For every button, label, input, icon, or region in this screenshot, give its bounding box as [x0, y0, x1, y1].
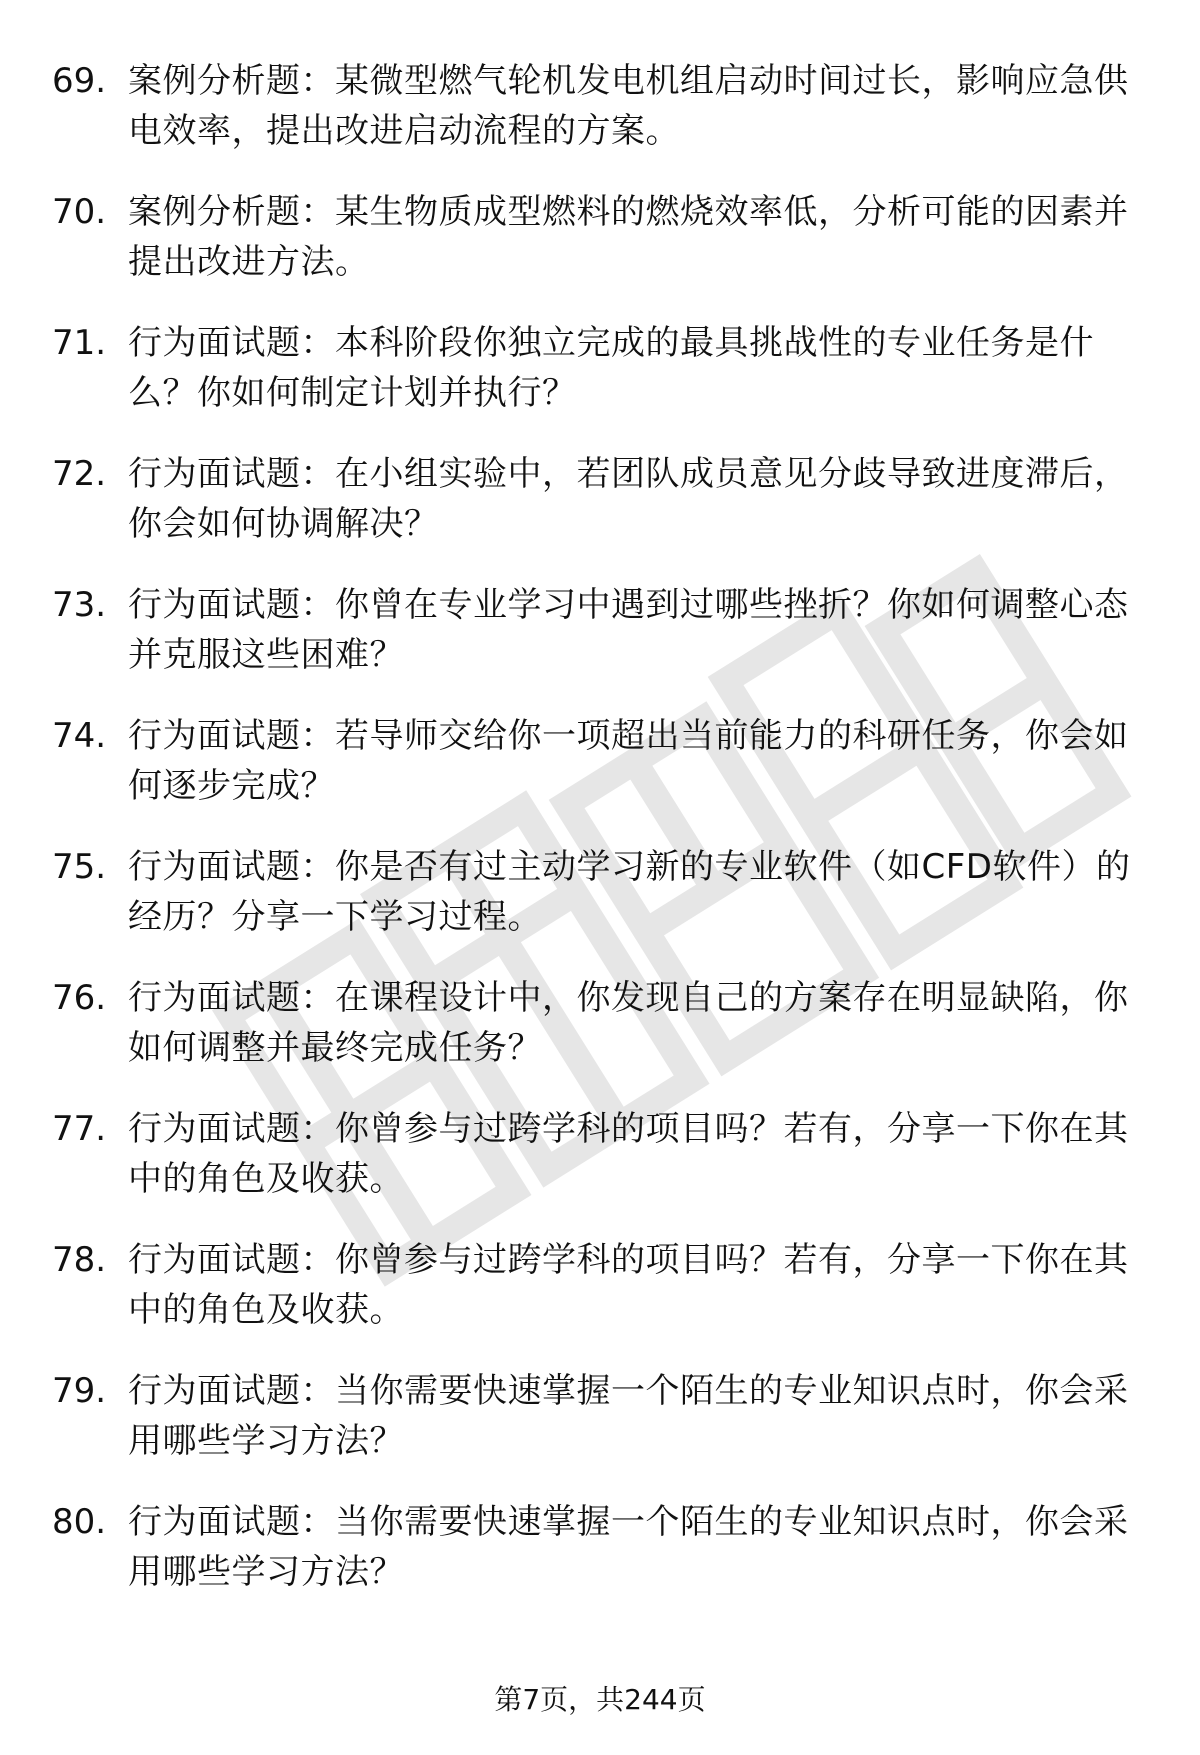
question-number: 73.: [52, 585, 107, 625]
question-item: [0, 449, 1200, 580]
question-text: 行为面试题：在小组实验中，若团队成员意见分歧导致进度滞后，你会如何协调解决？: [128, 454, 1129, 544]
question-number: 72.: [52, 454, 107, 494]
question-text: 行为面试题：当你需要快速掌握一个陌生的专业知识点时，你会采用哪些学习方法？: [128, 1502, 1129, 1592]
question-item: [0, 711, 1200, 842]
question-number: 75.: [52, 847, 107, 887]
question-text: 行为面试题：你是否有过主动学习新的专业软件（如CFD软件）的经历？分享一下学习过程。: [128, 847, 1131, 937]
question-number: 77.: [52, 1109, 107, 1149]
question-number: 74.: [52, 716, 107, 756]
question-text: 行为面试题：在课程设计中，你发现自己的方案存在明显缺陷，你如何调整并最终完成任务？: [128, 978, 1129, 1068]
question-text: 行为面试题：你曾参与过跨学科的项目吗？若有，分享一下你在其中的角色及收获。: [128, 1240, 1129, 1330]
question-item: [0, 973, 1200, 1104]
question-number: 79.: [52, 1371, 107, 1411]
question-text: 行为面试题：当你需要快速掌握一个陌生的专业知识点时，你会采用哪些学习方法？: [128, 1371, 1129, 1461]
question-number: 78.: [52, 1240, 107, 1280]
question-item: [0, 1366, 1200, 1497]
question-number: 80.: [52, 1502, 107, 1542]
question-text: 案例分析题：某生物质成型燃料的燃烧效率低，分析可能的因素并提出改进方法。: [128, 192, 1129, 282]
question-text: 行为面试题：若导师交给你一项超出当前能力的科研任务，你会如何逐步完成？: [128, 716, 1129, 806]
question-number: 71.: [52, 323, 107, 363]
question-list: [0, 56, 1200, 1628]
question-text: 案例分析题：某微型燃气轮机发电机组启动时间过长，影响应急供电效率，提出改进启动流程的方案。: [128, 61, 1129, 151]
question-number: 70.: [52, 192, 107, 232]
question-text: 行为面试题：你曾在专业学习中遇到过哪些挫折？你如何调整心态并克服这些困难？: [128, 585, 1129, 675]
question-text: 行为面试题：本科阶段你独立完成的最具挑战性的专业任务是什么？你如何制定计划并执行？: [128, 323, 1094, 413]
question-text: 行为面试题：你曾参与过跨学科的项目吗？若有，分享一下你在其中的角色及收获。: [128, 1109, 1129, 1199]
question-item: [0, 842, 1200, 973]
question-item: [0, 56, 1200, 187]
question-item: [0, 580, 1200, 711]
question-item: [0, 1104, 1200, 1235]
question-number: 69.: [52, 61, 107, 101]
page-footer: 第7页，共244页: [494, 1683, 706, 1716]
question-number: 76.: [52, 978, 107, 1018]
question-item: [0, 1235, 1200, 1366]
question-item: [0, 187, 1200, 318]
question-item: [0, 318, 1200, 449]
question-item: [0, 1497, 1200, 1628]
